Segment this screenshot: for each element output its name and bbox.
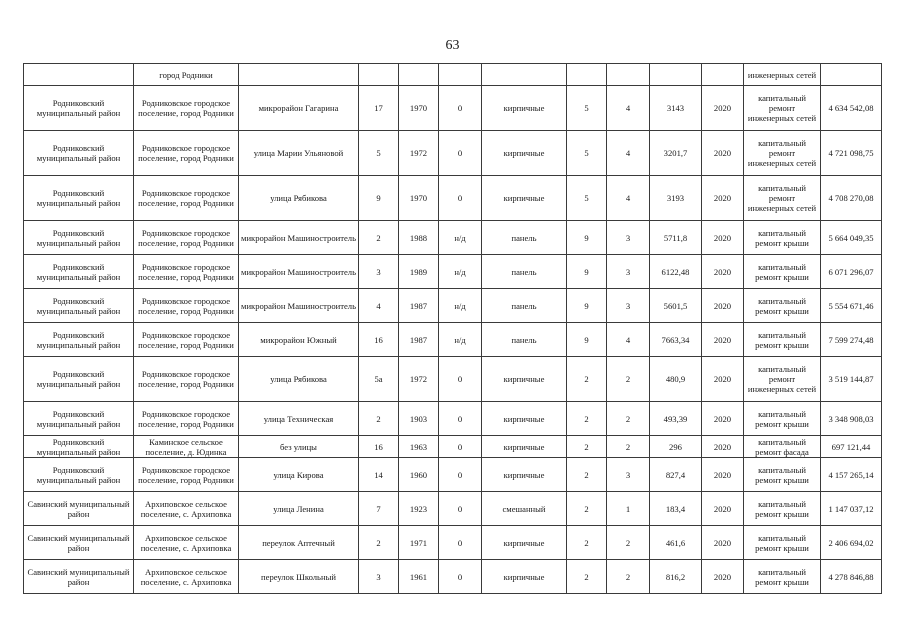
cell-cost: 4 157 265,14 bbox=[821, 458, 882, 492]
cell-settlement: Родниковское городское поселение, город Родники bbox=[134, 86, 239, 131]
cell-year: 1987 bbox=[399, 323, 439, 357]
cell-work-type: капитальный ремонт инженерных сетей bbox=[744, 176, 821, 221]
cell-year: 1970 bbox=[399, 86, 439, 131]
cell-house bbox=[359, 64, 399, 86]
cell-entrances: 2 bbox=[607, 526, 650, 560]
cell-district: Савинский муниципальный район bbox=[24, 560, 134, 594]
cell-reconstruction: 0 bbox=[439, 458, 482, 492]
cell-work-type: капитальный ремонт крыши bbox=[744, 492, 821, 526]
table-row bbox=[24, 323, 882, 357]
cell-district: Родниковский муниципальный район bbox=[24, 458, 134, 492]
cell-floors bbox=[567, 64, 607, 86]
cell-year: 1963 bbox=[399, 436, 439, 458]
cell-house: 9 bbox=[359, 176, 399, 221]
cell-settlement: Родниковское городское поселение, город Родники bbox=[134, 255, 239, 289]
cell-settlement: Каминское сельское поселение, д. Юдинка bbox=[134, 436, 239, 458]
cell-work-type: капитальный ремонт инженерных сетей bbox=[744, 131, 821, 176]
cell-work-type: капитальный ремонт крыши bbox=[744, 323, 821, 357]
cell-reconstruction: 0 bbox=[439, 526, 482, 560]
cell-work-type: капитальный ремонт крыши bbox=[744, 289, 821, 323]
cell-house: 3 bbox=[359, 560, 399, 594]
cell-area: 3193 bbox=[650, 176, 702, 221]
cell-floors: 9 bbox=[567, 255, 607, 289]
cell-district bbox=[24, 64, 134, 86]
table-row bbox=[24, 402, 882, 436]
cell-reconstruction: н/д bbox=[439, 221, 482, 255]
cell-settlement: Родниковское городское поселение, город Родники bbox=[134, 131, 239, 176]
cell-work-type: капитальный ремонт крыши bbox=[744, 402, 821, 436]
cell-settlement: Родниковское городское поселение, город Родники bbox=[134, 402, 239, 436]
cell-floors: 2 bbox=[567, 458, 607, 492]
cell-entrances: 4 bbox=[607, 323, 650, 357]
cell-plan-year bbox=[702, 64, 744, 86]
cell-area: 493,39 bbox=[650, 402, 702, 436]
cell-plan-year: 2020 bbox=[702, 131, 744, 176]
cell-cost: 4 708 270,08 bbox=[821, 176, 882, 221]
cell-settlement: Архиповское сельское поселение, с. Архиповка bbox=[134, 560, 239, 594]
cell-year: 1961 bbox=[399, 560, 439, 594]
cell-area: 296 bbox=[650, 436, 702, 458]
cell-entrances: 3 bbox=[607, 221, 650, 255]
cell-reconstruction: н/д bbox=[439, 289, 482, 323]
cell-house: 4 bbox=[359, 289, 399, 323]
cell-street: микрорайон Южный bbox=[239, 323, 359, 357]
cell-year: 1903 bbox=[399, 402, 439, 436]
cell-settlement: Родниковское городское поселение, город Родники bbox=[134, 323, 239, 357]
table-row bbox=[24, 492, 882, 526]
cell-wall-material: смешанный bbox=[482, 492, 567, 526]
cell-reconstruction: 0 bbox=[439, 560, 482, 594]
cell-settlement: Родниковское городское поселение, город Родники bbox=[134, 289, 239, 323]
table-row bbox=[24, 436, 882, 458]
cell-house: 3 bbox=[359, 255, 399, 289]
cell-reconstruction: н/д bbox=[439, 323, 482, 357]
cell-cost: 3 519 144,87 bbox=[821, 357, 882, 402]
cell-street: микрорайон Машиностроитель bbox=[239, 255, 359, 289]
table-row bbox=[24, 131, 882, 176]
cell-house: 5а bbox=[359, 357, 399, 402]
cell-house: 16 bbox=[359, 323, 399, 357]
cell-district: Родниковский муниципальный район bbox=[24, 176, 134, 221]
cell-plan-year: 2020 bbox=[702, 357, 744, 402]
table-body bbox=[24, 64, 882, 594]
cell-wall-material: кирпичные bbox=[482, 176, 567, 221]
cell-floors: 2 bbox=[567, 526, 607, 560]
cell-entrances bbox=[607, 64, 650, 86]
cell-wall-material: кирпичные bbox=[482, 131, 567, 176]
cell-cost: 4 634 542,08 bbox=[821, 86, 882, 131]
cell-entrances: 2 bbox=[607, 402, 650, 436]
cell-wall-material: кирпичные bbox=[482, 458, 567, 492]
cell-plan-year: 2020 bbox=[702, 176, 744, 221]
cell-entrances: 2 bbox=[607, 357, 650, 402]
cell-floors: 2 bbox=[567, 436, 607, 458]
cell-area: 183,4 bbox=[650, 492, 702, 526]
cell-wall-material: панель bbox=[482, 255, 567, 289]
cell-street: микрорайон Гагарина bbox=[239, 86, 359, 131]
cell-work-type: капитальный ремонт крыши bbox=[744, 526, 821, 560]
cell-settlement: Родниковское городское поселение, город Родники bbox=[134, 357, 239, 402]
cell-house: 14 bbox=[359, 458, 399, 492]
cell-wall-material: кирпичные bbox=[482, 436, 567, 458]
cell-wall-material: кирпичные bbox=[482, 560, 567, 594]
cell-area: 3201,7 bbox=[650, 131, 702, 176]
cell-plan-year: 2020 bbox=[702, 458, 744, 492]
cell-reconstruction: 0 bbox=[439, 492, 482, 526]
cell-entrances: 3 bbox=[607, 255, 650, 289]
cell-entrances: 2 bbox=[607, 436, 650, 458]
cell-district: Родниковский муниципальный район bbox=[24, 221, 134, 255]
cell-work-type: инженерных сетей bbox=[744, 64, 821, 86]
cell-reconstruction: 0 bbox=[439, 176, 482, 221]
cell-reconstruction: 0 bbox=[439, 402, 482, 436]
cell-year bbox=[399, 64, 439, 86]
table-row bbox=[24, 560, 882, 594]
cell-plan-year: 2020 bbox=[702, 402, 744, 436]
cell-house: 7 bbox=[359, 492, 399, 526]
cell-cost: 3 348 908,03 bbox=[821, 402, 882, 436]
cell-work-type: капитальный ремонт фасада bbox=[744, 436, 821, 458]
cell-street: микрорайон Машиностроитель bbox=[239, 221, 359, 255]
cell-plan-year: 2020 bbox=[702, 255, 744, 289]
cell-cost: 4 721 098,75 bbox=[821, 131, 882, 176]
cell-house: 2 bbox=[359, 221, 399, 255]
cell-entrances: 4 bbox=[607, 131, 650, 176]
cell-wall-material: панель bbox=[482, 221, 567, 255]
cell-reconstruction: 0 bbox=[439, 131, 482, 176]
cell-area: 827,4 bbox=[650, 458, 702, 492]
cell-work-type: капитальный ремонт крыши bbox=[744, 255, 821, 289]
cell-settlement: Родниковское городское поселение, город Родники bbox=[134, 176, 239, 221]
cell-entrances: 4 bbox=[607, 176, 650, 221]
cell-entrances: 4 bbox=[607, 86, 650, 131]
cell-cost: 5 664 049,35 bbox=[821, 221, 882, 255]
cell-floors: 9 bbox=[567, 323, 607, 357]
cell-street: улица Кирова bbox=[239, 458, 359, 492]
cell-area bbox=[650, 64, 702, 86]
cell-plan-year: 2020 bbox=[702, 560, 744, 594]
table-row bbox=[24, 86, 882, 131]
cell-settlement: Архиповское сельское поселение, с. Архиповка bbox=[134, 526, 239, 560]
cell-house: 17 bbox=[359, 86, 399, 131]
cell-district: Родниковский муниципальный район bbox=[24, 323, 134, 357]
cell-entrances: 3 bbox=[607, 289, 650, 323]
cell-street: улица Марии Ульяновой bbox=[239, 131, 359, 176]
cell-year: 1971 bbox=[399, 526, 439, 560]
table-row bbox=[24, 526, 882, 560]
cell-reconstruction: 0 bbox=[439, 86, 482, 131]
cell-plan-year: 2020 bbox=[702, 526, 744, 560]
cell-district: Савинский муниципальный район bbox=[24, 492, 134, 526]
cell-work-type: капитальный ремонт крыши bbox=[744, 458, 821, 492]
cell-street: без улицы bbox=[239, 436, 359, 458]
table-row bbox=[24, 176, 882, 221]
cell-floors: 5 bbox=[567, 176, 607, 221]
cell-street: микрорайон Машиностроитель bbox=[239, 289, 359, 323]
cell-district: Родниковский муниципальный район bbox=[24, 255, 134, 289]
cell-cost: 1 147 037,12 bbox=[821, 492, 882, 526]
cell-house: 2 bbox=[359, 402, 399, 436]
cell-floors: 5 bbox=[567, 86, 607, 131]
cell-area: 5711,8 bbox=[650, 221, 702, 255]
cell-floors: 2 bbox=[567, 560, 607, 594]
cell-wall-material: кирпичные bbox=[482, 402, 567, 436]
cell-district: Родниковский муниципальный район bbox=[24, 289, 134, 323]
cell-cost: 6 071 296,07 bbox=[821, 255, 882, 289]
cell-house: 16 bbox=[359, 436, 399, 458]
cell-floors: 2 bbox=[567, 402, 607, 436]
cell-district: Родниковский муниципальный район bbox=[24, 402, 134, 436]
cell-cost: 7 599 274,48 bbox=[821, 323, 882, 357]
cell-wall-material: кирпичные bbox=[482, 86, 567, 131]
cell-entrances: 3 bbox=[607, 458, 650, 492]
cell-settlement: Архиповское сельское поселение, с. Архиповка bbox=[134, 492, 239, 526]
housing-repair-table bbox=[23, 63, 882, 594]
table-row bbox=[24, 255, 882, 289]
cell-district: Родниковский муниципальный район bbox=[24, 357, 134, 402]
cell-area: 480,9 bbox=[650, 357, 702, 402]
page-number: 63 bbox=[445, 38, 460, 53]
cell-area: 3143 bbox=[650, 86, 702, 131]
cell-street: улица Рябикова bbox=[239, 176, 359, 221]
cell-wall-material: кирпичные bbox=[482, 357, 567, 402]
cell-street: улица Техническая bbox=[239, 402, 359, 436]
cell-house: 2 bbox=[359, 526, 399, 560]
cell-wall-material bbox=[482, 64, 567, 86]
cell-street: улица Рябикова bbox=[239, 357, 359, 402]
cell-settlement: город Родники bbox=[134, 64, 239, 86]
cell-work-type: капитальный ремонт крыши bbox=[744, 221, 821, 255]
cell-plan-year: 2020 bbox=[702, 323, 744, 357]
cell-floors: 9 bbox=[567, 289, 607, 323]
cell-reconstruction bbox=[439, 64, 482, 86]
cell-plan-year: 2020 bbox=[702, 436, 744, 458]
cell-plan-year: 2020 bbox=[702, 289, 744, 323]
cell-year: 1972 bbox=[399, 131, 439, 176]
cell-plan-year: 2020 bbox=[702, 221, 744, 255]
cell-area: 6122,48 bbox=[650, 255, 702, 289]
cell-district: Родниковский муниципальный район bbox=[24, 436, 134, 458]
cell-cost: 4 278 846,88 bbox=[821, 560, 882, 594]
cell-district: Родниковский муниципальный район bbox=[24, 131, 134, 176]
cell-cost: 697 121,44 bbox=[821, 436, 882, 458]
cell-reconstruction: н/д bbox=[439, 255, 482, 289]
cell-reconstruction: 0 bbox=[439, 436, 482, 458]
cell-wall-material: панель bbox=[482, 323, 567, 357]
cell-plan-year: 2020 bbox=[702, 492, 744, 526]
cell-year: 1960 bbox=[399, 458, 439, 492]
cell-area: 5601,5 bbox=[650, 289, 702, 323]
cell-reconstruction: 0 bbox=[439, 357, 482, 402]
cell-street: переулок Аптечный bbox=[239, 526, 359, 560]
cell-wall-material: панель bbox=[482, 289, 567, 323]
table-row bbox=[24, 289, 882, 323]
cell-district: Родниковский муниципальный район bbox=[24, 86, 134, 131]
cell-year: 1989 bbox=[399, 255, 439, 289]
table-row bbox=[24, 64, 882, 86]
cell-street: переулок Школьный bbox=[239, 560, 359, 594]
cell-cost bbox=[821, 64, 882, 86]
cell-work-type: капитальный ремонт инженерных сетей bbox=[744, 357, 821, 402]
cell-cost: 5 554 671,46 bbox=[821, 289, 882, 323]
cell-street bbox=[239, 64, 359, 86]
cell-area: 7663,34 bbox=[650, 323, 702, 357]
cell-entrances: 2 bbox=[607, 560, 650, 594]
table-row bbox=[24, 221, 882, 255]
table-row bbox=[24, 458, 882, 492]
cell-plan-year: 2020 bbox=[702, 86, 744, 131]
cell-area: 816,2 bbox=[650, 560, 702, 594]
cell-work-type: капитальный ремонт крыши bbox=[744, 560, 821, 594]
cell-area: 461,6 bbox=[650, 526, 702, 560]
cell-settlement: Родниковское городское поселение, город Родники bbox=[134, 221, 239, 255]
cell-floors: 9 bbox=[567, 221, 607, 255]
cell-year: 1923 bbox=[399, 492, 439, 526]
cell-house: 5 bbox=[359, 131, 399, 176]
cell-floors: 2 bbox=[567, 357, 607, 402]
cell-street: улица Ленина bbox=[239, 492, 359, 526]
cell-district: Савинский муниципальный район bbox=[24, 526, 134, 560]
cell-year: 1987 bbox=[399, 289, 439, 323]
cell-year: 1970 bbox=[399, 176, 439, 221]
cell-cost: 2 406 694,02 bbox=[821, 526, 882, 560]
cell-floors: 5 bbox=[567, 131, 607, 176]
cell-wall-material: кирпичные bbox=[482, 526, 567, 560]
cell-floors: 2 bbox=[567, 492, 607, 526]
cell-year: 1972 bbox=[399, 357, 439, 402]
cell-settlement: Родниковское городское поселение, город Родники bbox=[134, 458, 239, 492]
cell-year: 1988 bbox=[399, 221, 439, 255]
cell-work-type: капитальный ремонт инженерных сетей bbox=[744, 86, 821, 131]
cell-entrances: 1 bbox=[607, 492, 650, 526]
table-row bbox=[24, 357, 882, 402]
